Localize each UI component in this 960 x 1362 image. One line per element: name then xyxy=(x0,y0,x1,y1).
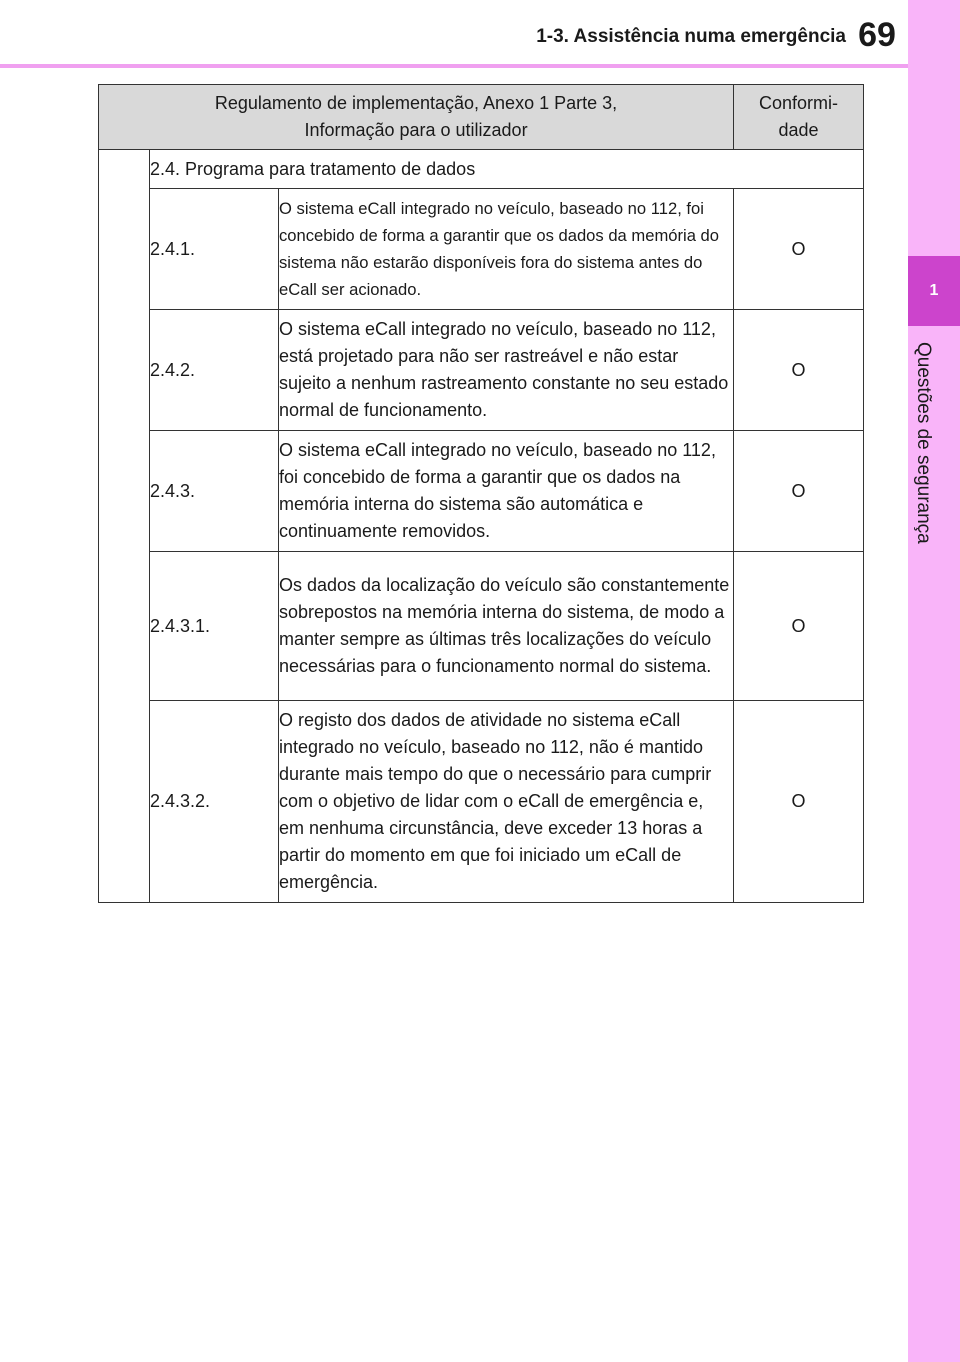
header-conformity-line2: dade xyxy=(778,120,819,140)
header-divider xyxy=(0,64,908,68)
chapter-number-badge: 1 xyxy=(908,256,960,326)
row-description: Os dados da localização do veículo são constantemente sobrepostos na memória interna do sistema, de modo a manter sempre as últimas três localizações do veículo necessárias para o funcionamento normal do sistema. xyxy=(279,552,734,701)
regulation-table xyxy=(98,84,864,903)
blank-indent-cell xyxy=(99,150,150,903)
row-conformity: O xyxy=(734,189,864,310)
table-row xyxy=(99,189,864,310)
row-number: 2.4.3.2. xyxy=(150,701,279,903)
row-number: 2.4.3.1. xyxy=(150,552,279,701)
header-regulation xyxy=(99,85,734,150)
section-row xyxy=(99,150,864,189)
row-description: O sistema eCall integrado no veículo, baseado no 112, foi concebido de forma a garantir que os dados da memória do sistema não estarão disponíveis fora do sistema antes do eCall ser acionado. xyxy=(279,189,734,310)
row-description: O registo dos dados de atividade no sistema eCall integrado no veículo, baseado no 112, não é mantido durante mais tempo do que o necessário para cumprir com o objetivo de lidar com o eCall de emergência e, em nenhuma circunstância, deve exceder 13 horas a partir do momento em que foi iniciado um eCall de emergência. xyxy=(279,701,734,903)
row-conformity: O xyxy=(734,310,864,431)
header-conformity xyxy=(734,85,864,150)
header-regulation-line2: Informação para o utilizador xyxy=(304,120,528,140)
row-description: O sistema eCall integrado no veículo, baseado no 112, está projetado para não ser rastreável e não estar sujeito a nenhum rastreamento constante no seu estado normal de funcionamento. xyxy=(279,310,734,431)
row-description: O sistema eCall integrado no veículo, baseado no 112, foi concebido de forma a garantir que os dados na memória interna do sistema são automática e continuamente removidos. xyxy=(279,431,734,552)
row-conformity: O xyxy=(734,552,864,701)
row-number: 2.4.2. xyxy=(150,310,279,431)
table-row xyxy=(99,310,864,431)
table-row xyxy=(99,701,864,903)
section-title: 1-3. Assistência numa emergência xyxy=(536,26,846,47)
table-row xyxy=(99,552,864,701)
row-conformity: O xyxy=(734,701,864,903)
section-heading: 2.4. Programa para tratamento de dados xyxy=(150,150,864,189)
table-header-row xyxy=(99,85,864,150)
row-conformity: O xyxy=(734,431,864,552)
page-number: 69 xyxy=(858,16,896,54)
table-row xyxy=(99,431,864,552)
header-conformity-line1: Conformi- xyxy=(759,93,839,113)
header-regulation-line1: Regulamento de implementação, Anexo 1 Parte 3, xyxy=(214,93,618,113)
chapter-title: Questões de segurança xyxy=(913,342,934,544)
row-number: 2.4.1. xyxy=(150,189,279,310)
row-number: 2.4.3. xyxy=(150,431,279,552)
chapter-side-tab xyxy=(908,0,960,1362)
